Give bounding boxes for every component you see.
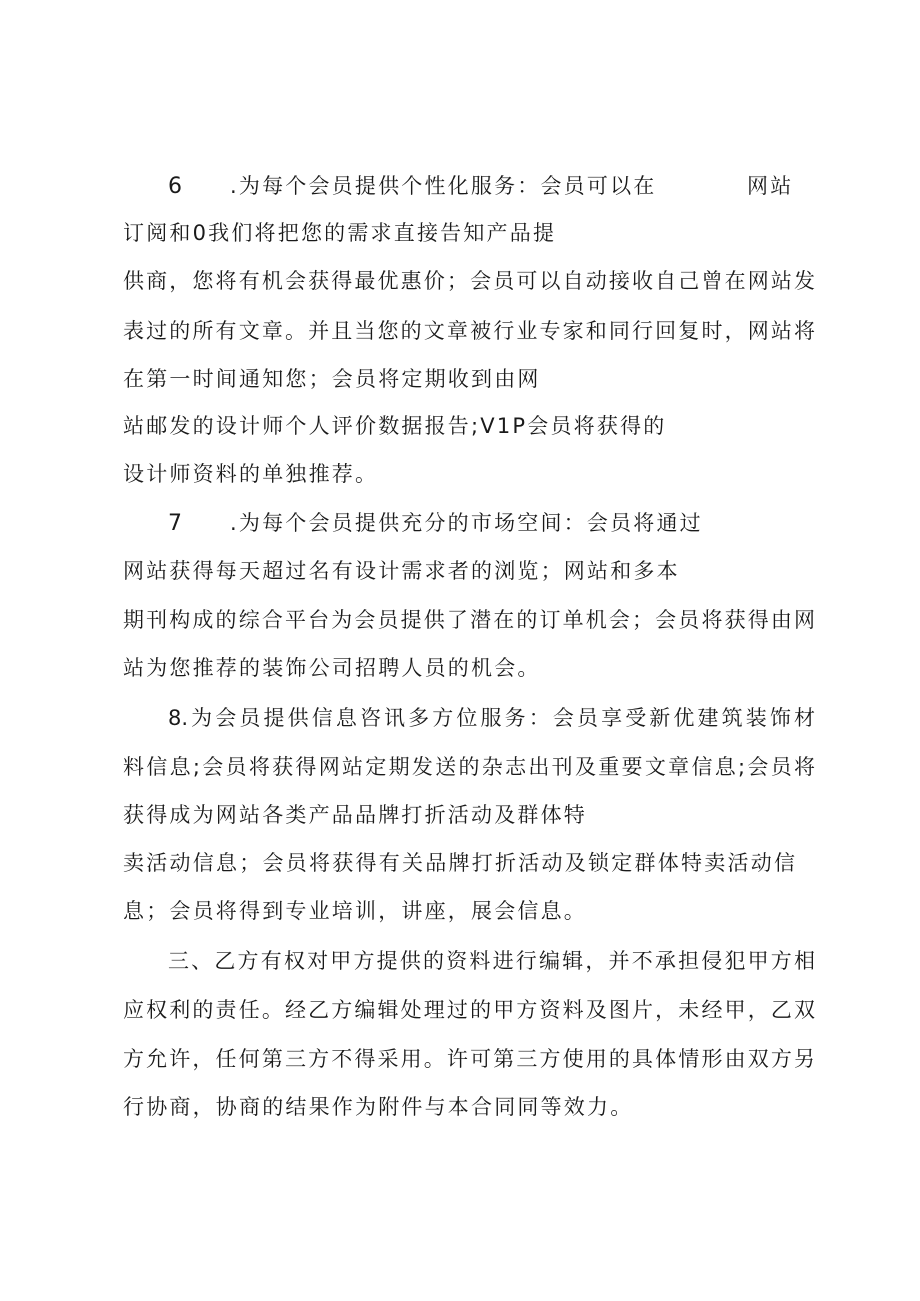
item-8-line-1: 料信息;会员将获得网站定期发送的杂志出刊及重要文章信息;会员将 [123,755,815,779]
item-6-first-line-end: 网站 [747,174,794,198]
item-6-number: 6 [168,174,182,199]
item-6-line-2: 供商，您将有机会获得最优惠价；会员可以自动接收自己曾在网站发 [123,269,815,293]
item-6-line-4: 在第一时间通知您；会员将定期收到由网 [123,367,541,391]
item-7-first-line: .为每个会员提供充分的市场空间：会员将通过 [230,511,703,535]
item-6-line-5: 站邮发的设计师个人评价数据报告;V1P会员将获得的 [123,414,667,438]
section-3-line-3: 行协商，协商的结果作为附件与本合同同等效力。 [123,1095,634,1119]
item-7-line-3: 站为您推荐的装饰公司招聘人员的机会。 [123,656,541,680]
item-6-line-1: 订阅和0我们将把您的需求直接告知产品提 [123,221,557,245]
section-3-first-line: 三、乙方有权对甲方提供的资料进行编辑，并不承担侵犯甲方相 [168,949,815,973]
item-8-first-line: 8.为会员提供信息咨讯多方位服务：会员享受新优建筑装饰材 [168,706,815,730]
item-7-line-1: 网站获得每天超过名有设计需求者的浏览；网站和多本 [123,559,680,583]
item-7-number: 7 [168,511,182,536]
section-3-line-1: 应权利的责任。经乙方编辑处理过的甲方资料及图片，未经甲，乙双 [123,998,815,1022]
section-3-line-2: 方允许，任何第三方不得采用。许可第三方使用的具体情形由双方另 [123,1047,815,1071]
item-6-line-6: 设计师资料的单独推荐。 [123,462,379,486]
item-6-first-line: .为每个会员提供个性化服务：会员可以在 [230,174,657,198]
item-6-line-3: 表过的所有文章。并且当您的文章被行业专家和同行回复时，网站将 [123,319,815,343]
item-8-line-4: 息；会员将得到专业培训，讲座，展会信息。 [123,899,587,923]
item-8-line-2: 获得成为网站各类产品品牌打折活动及群体特 [123,803,587,827]
item-7-line-2: 期刊构成的综合平台为会员提供了潜在的订单机会；会员将获得由网 [123,608,815,632]
item-8-line-3: 卖活动信息；会员将获得有关品牌打折活动及锁定群体特卖活动信 [123,851,795,875]
